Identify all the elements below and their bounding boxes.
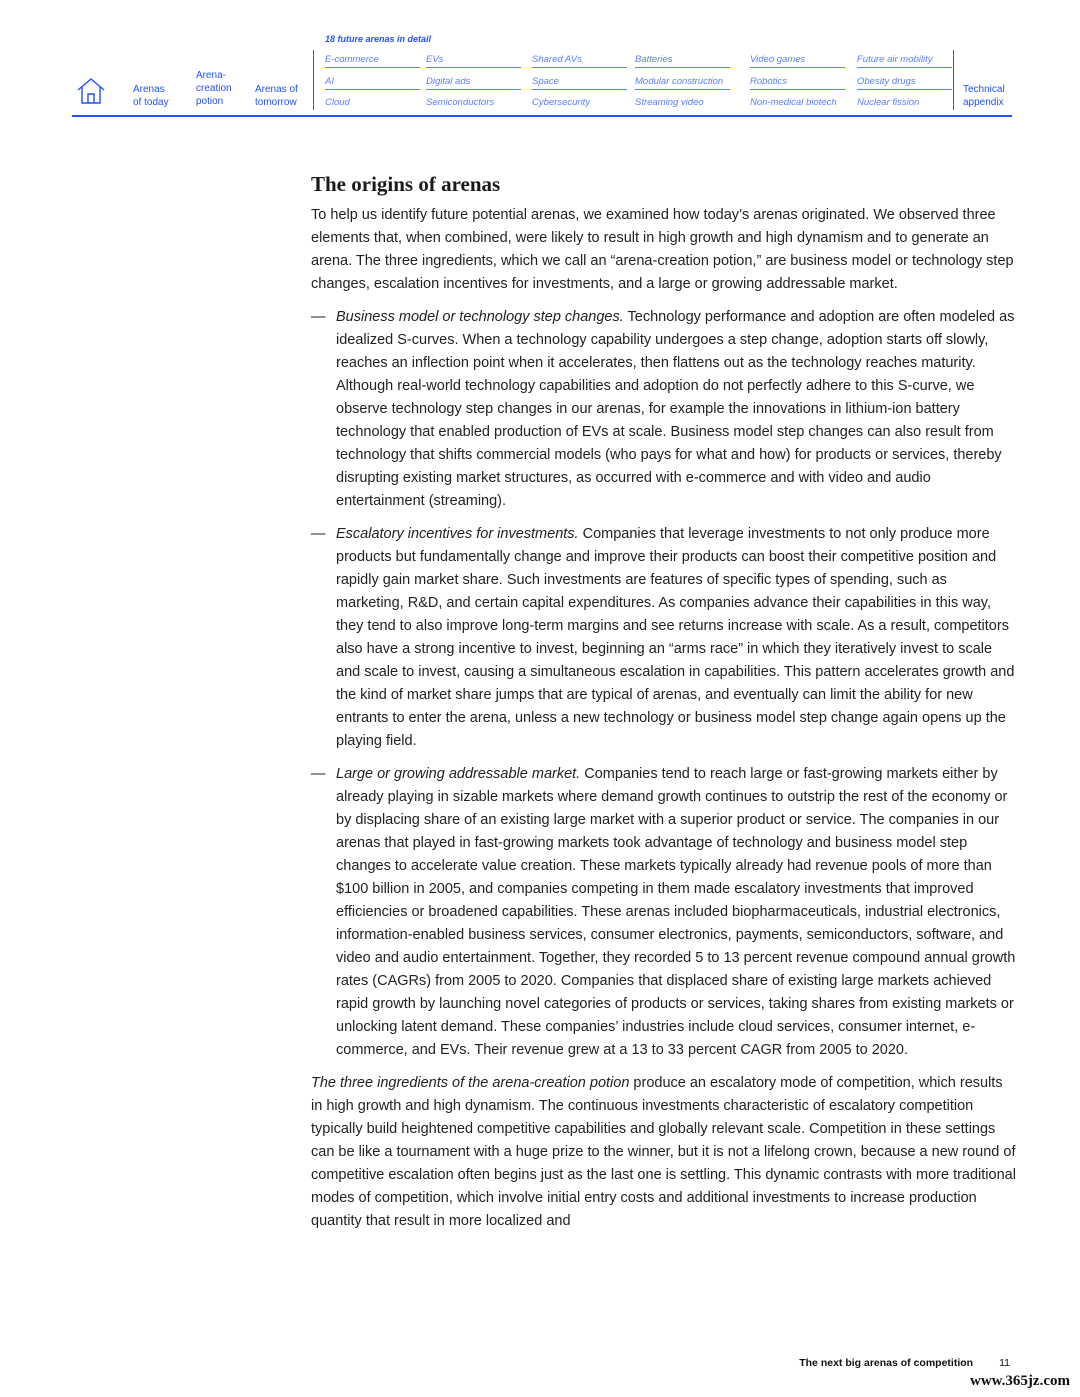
closing-paragraph (311, 1072, 1016, 1233)
list-item (311, 763, 1016, 1062)
arena-link-semiconductors[interactable]: Semiconductors (426, 97, 495, 108)
arena-link-evs[interactable]: EVs (426, 54, 521, 68)
top-navigation (0, 0, 1080, 120)
intro-paragraph: To help us identify future potential arenas, we examined how today’s arenas originated. We observed three elements that, when combined, were likely to result in high growth and high dynamism and to generate an arena. The three ingredients, which we call an “arena-creation potion,” are business model or technology step changes, escalation incentives for investments, and a large or growing addressable market. (311, 207, 1014, 292)
arena-link-future-air-mobility[interactable]: Future air mobility (857, 54, 952, 68)
arena-link-modular-construction[interactable]: Modular construction (635, 76, 730, 90)
bullet-dash: — (311, 766, 326, 782)
bullet-text: Companies that leverage investments to not only produce more products but fundamentally change and improve their products can boost their competitive position and rapidly gain market share. Such investments are features of specific types of spending, such as marketing, R&D, and certain capital expenditures. As companies advance their capabilities in this way, they tend to also improve long-term margins and see returns increase with scale. As a result, competitors also have a strong incentive to invest, beginning an “arms race” in which they iteratively invest to scale and scale to invest, causing a simultaneous escalation in capabilities. This pattern accelerates growth and the kind of market share jumps that are typical of arenas, and eventually can limit the ability for new entrants to enter the arena, unless a new technology or business model step change again opens up the playing field. (336, 526, 1015, 749)
nav-link-arena-creation-potion[interactable]: Arena- creation potion (196, 70, 232, 107)
closing-lead: The three ingredients of the arena-creation potion (311, 1075, 630, 1091)
page-number: 11 (999, 1357, 1010, 1369)
arena-link-cloud[interactable]: Cloud (325, 97, 350, 108)
watermark: www.365jz.com (970, 1373, 1070, 1389)
bullet-lead: Escalatory incentives for investments. (336, 526, 579, 542)
arena-link-nuclear-fission[interactable]: Nuclear fission (857, 97, 920, 108)
closing-text: produce an escalatory mode of competition, which results in high growth and high dynamism. The continuous investments characteristic of escalatory competition typically build heightened competitive capabilities and globally relevant scale. Competition in these settings can be like a tournament with a huge prize to the winner, but it is not a lifelong crown, because a new round of competitive escalation often begins just as the last one is settling. This dynamic contrasts with more traditional modes of competition, which involve initial entry costs and additional investments to increase production quantity that result in more localized and (311, 1075, 1016, 1229)
arena-link-cybersecurity[interactable]: Cybersecurity (532, 97, 591, 108)
arena-link-streaming-video[interactable]: Streaming video (635, 97, 704, 108)
nav-divider (953, 50, 954, 110)
ingredients-list (311, 306, 1016, 1062)
nav-link-arenas-of-tomorrow[interactable]: Arenas of tomorrow (255, 84, 298, 108)
home-icon[interactable] (76, 76, 106, 106)
bullet-lead: Large or growing addressable market. (336, 766, 581, 782)
bullet-dash: — (311, 526, 326, 542)
arena-link-video-games[interactable]: Video games (750, 54, 845, 68)
nav-divider (313, 50, 314, 110)
arena-link-digital-ads[interactable]: Digital ads (426, 76, 521, 90)
arena-link-ai[interactable]: AI (325, 76, 420, 90)
arena-link-batteries[interactable]: Batteries (635, 54, 730, 68)
nav-link-arenas-of-today[interactable]: Arenas of today (133, 84, 169, 108)
nav-underline (72, 115, 1012, 117)
arena-link-e-commerce[interactable]: E-commerce (325, 54, 420, 68)
page-footer (799, 1357, 1010, 1369)
section-heading: The origins of arenas (311, 172, 501, 196)
list-item (311, 306, 1016, 513)
bullet-lead: Business model or technology step changes. (336, 309, 624, 325)
arena-link-space[interactable]: Space (532, 76, 627, 90)
list-item (311, 523, 1016, 753)
arena-link-shared-avs[interactable]: Shared AVs (532, 54, 627, 68)
arena-link-robotics[interactable]: Robotics (750, 76, 845, 90)
bullet-dash: — (311, 309, 326, 325)
arena-link-non-medical-biotech[interactable]: Non-medical biotech (750, 97, 837, 108)
footer-title: The next big arenas of competition (799, 1357, 974, 1369)
bullet-text: Companies tend to reach large or fast-growing markets either by already playing in sizable markets where demand growth continues to outstrip the rest of the economy or by displacing share of an existing large market with a superior product or service. The companies in our arenas that played in fast-growing markets took advantage of technology and business model step changes to accelerate value creation. These markets typically already had revenue pools of more than $100 billion in 2005, and companies competing in them made escalatory investments that improved efficiencies or broadened capabilities. These arenas included biopharmaceuticals, industrial electronics, information-enabled business services, consumer electronics, payments, semiconductors, software, and video and audio entertainment. Together, they recorded 5 to 13 percent revenue compound annual growth rates (CAGRs) from 2005 to 2020. Companies that displaced share of existing large markets achieved rapid growth by launching novel categories of products or services, taking shares from existing markets or unlocking latent demand. These companies’ industries include cloud services, consumer internet, e-commerce, and EVs. Their revenue grew at a 13 to 33 percent CAGR from 2005 to 2020. (336, 766, 1016, 1058)
bullet-text: Technology performance and adoption are often modeled as idealized S-curves. When a technology capability undergoes a step change, adoption starts off slowly, reaches an inflection point when it accelerates, then flattens out as the technology reaches maturity. Although real-world technology capabilities and adoption do not perfectly adhere to this S-curve, we observe technology step changes in our arenas, for example the innovations in lithium-ion battery technology that enabled production of EVs at scale. Business model step changes can also result from technology that shifts commercial models (who pays for what and how) for products or services, thereby disrupting existing market structures, as occurred with e-commerce and with video and audio entertainment (streaming). (336, 309, 1015, 509)
nav-link-technical-appendix[interactable]: Technical appendix (963, 84, 1005, 108)
arenas-detail-title: 18 future arenas in detail (325, 34, 432, 44)
article (311, 172, 1016, 1233)
arena-link-obesity-drugs[interactable]: Obesity drugs (857, 76, 952, 90)
